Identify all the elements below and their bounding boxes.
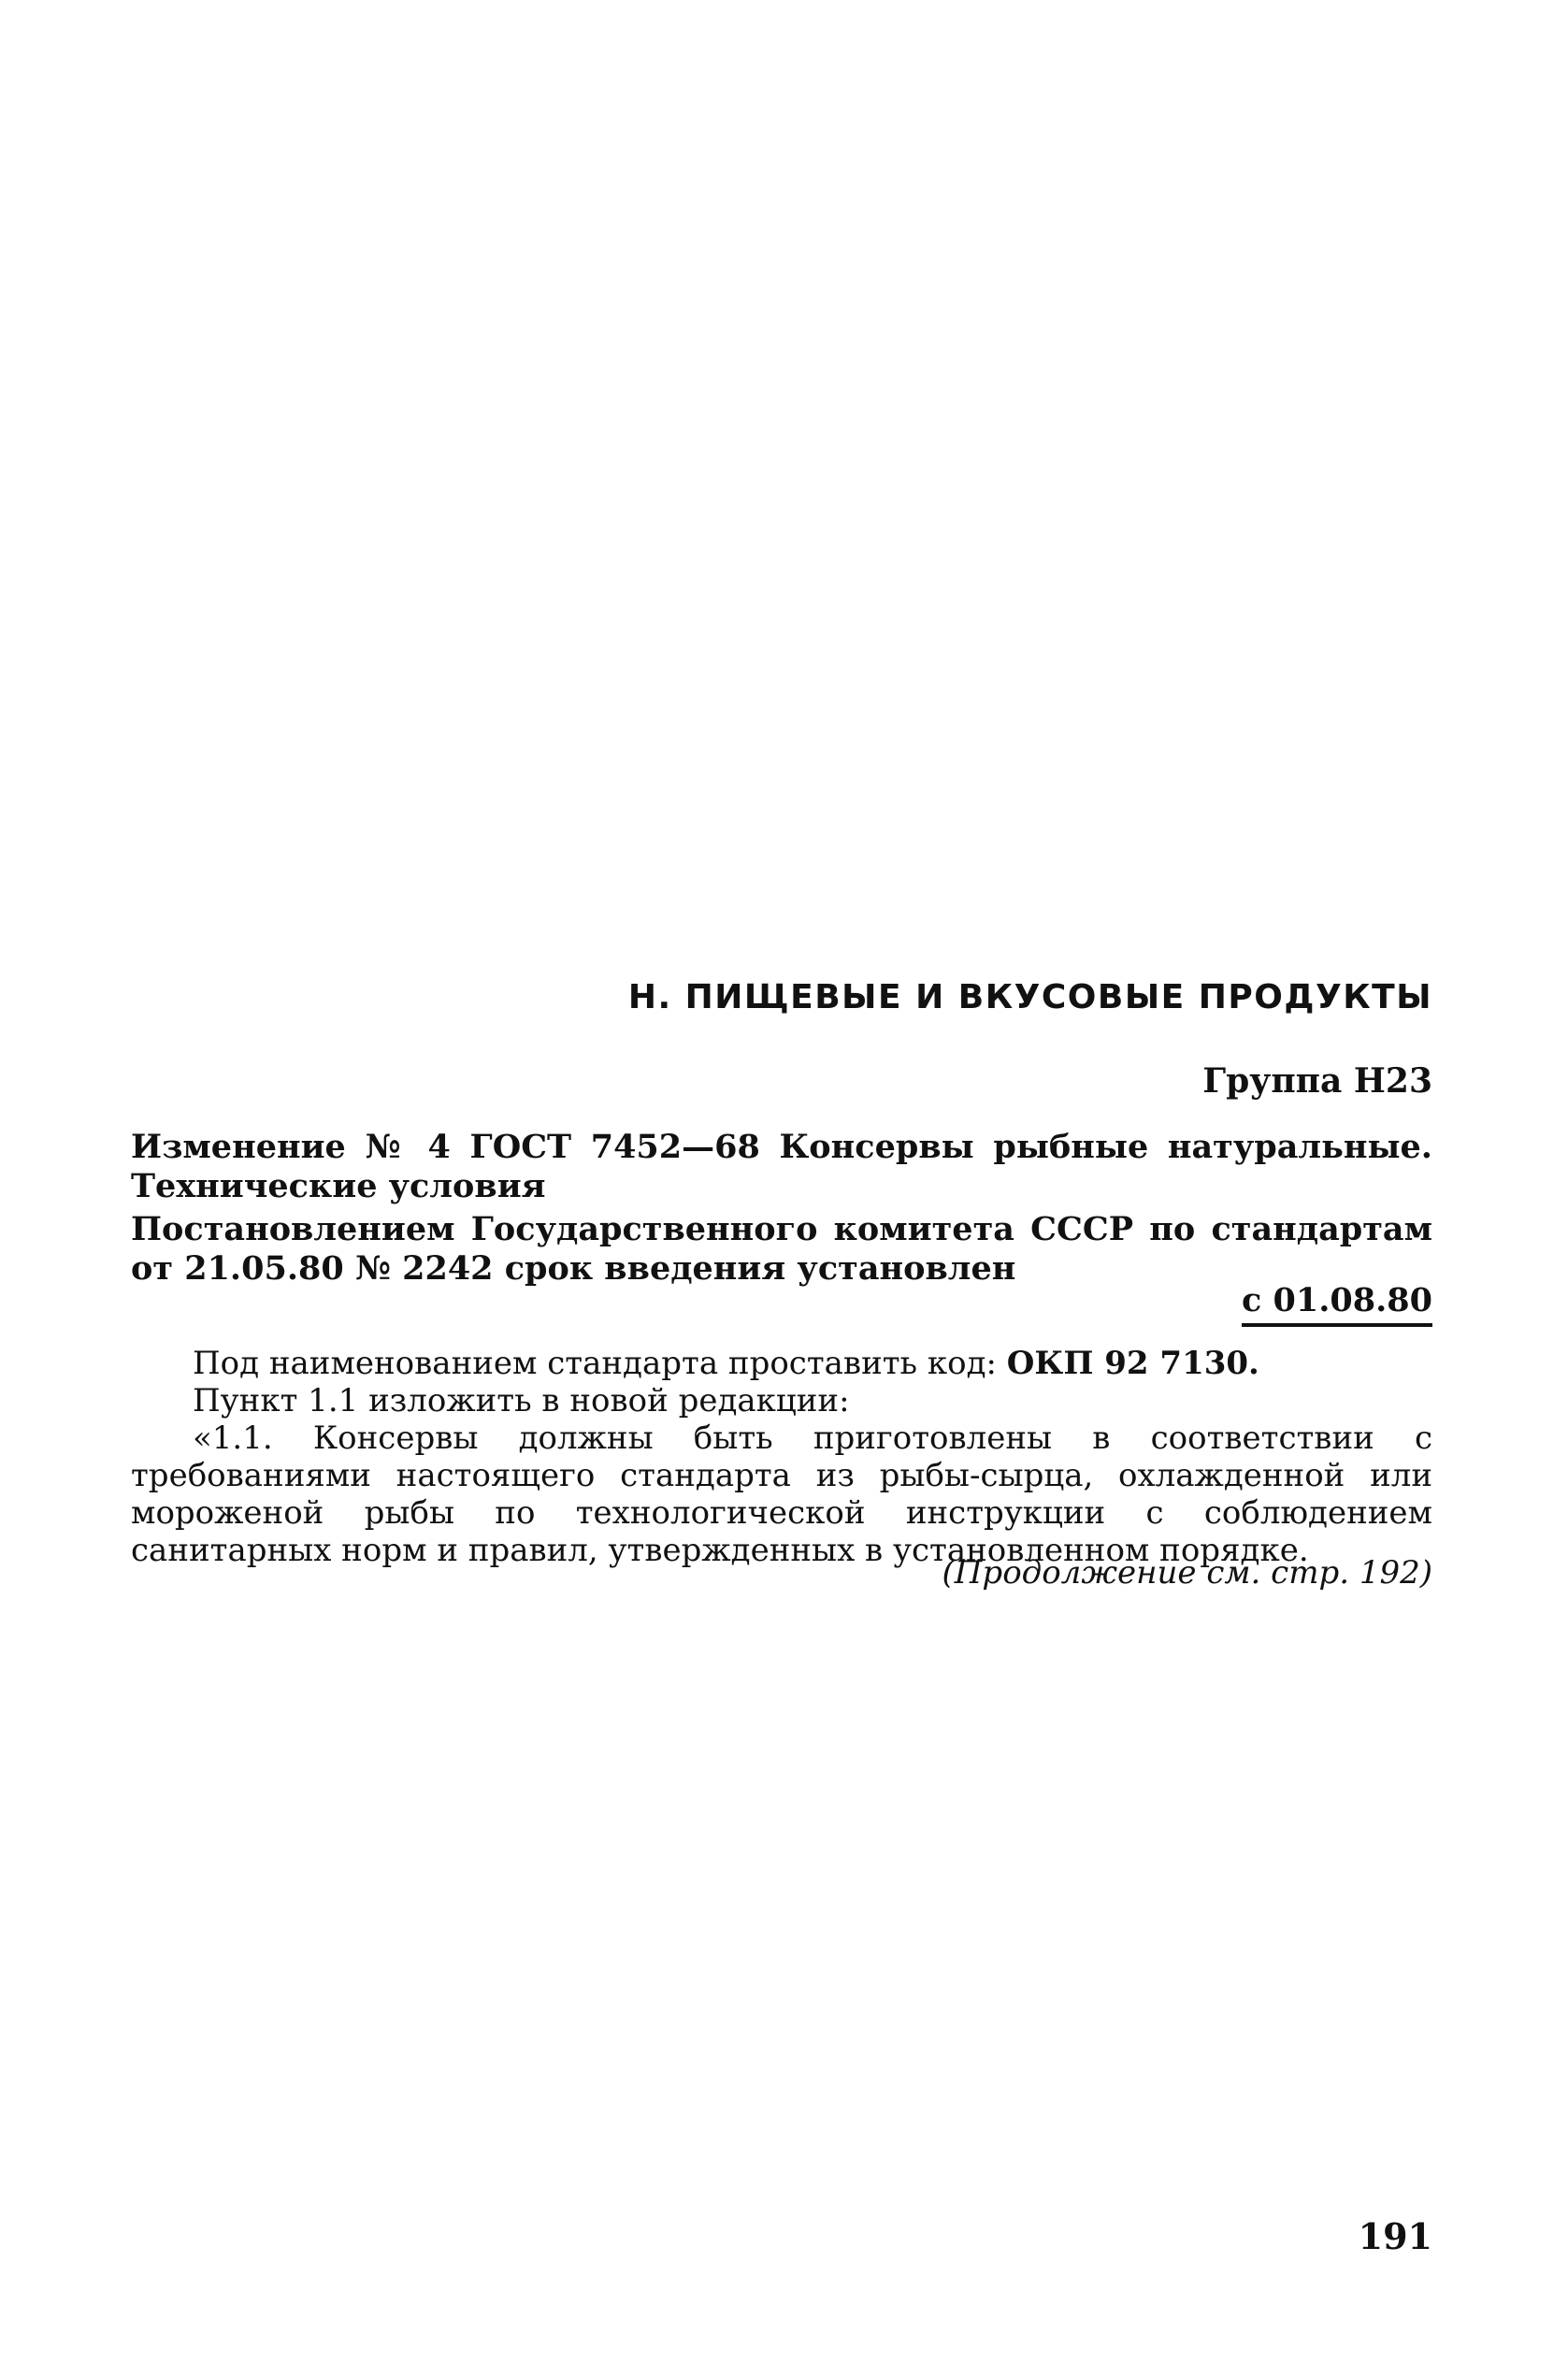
effective-date (131, 1281, 1432, 1319)
body-line-clause: Пункт 1.1 изложить в новой редакции: (193, 1382, 850, 1419)
continuation-note: (Продолжение см. стр. 192) (942, 1554, 1432, 1592)
body-line-code (131, 1345, 1432, 1382)
group-code: Группа Н23 (1202, 1061, 1432, 1101)
effective-date-value: с 01.08.80 (1242, 1281, 1432, 1327)
section-title: Н. ПИЩЕВЫЕ И ВКУСОВЫЕ ПРОДУКТЫ (627, 978, 1432, 1016)
body-text (131, 1345, 1432, 1569)
amendment-title: Изменение № 4 ГОСТ 7452—68 Консервы рыбные натуральные. Технические условия (131, 1128, 1432, 1205)
decree-text: Постановлением Государственного комитета СССР по стандартам от 21.05.80 № 2242 срок введения установлен (131, 1210, 1432, 1288)
code-prefix: Под наименованием стандарта проставить код: (193, 1345, 1007, 1382)
page-number: 191 (1358, 2215, 1432, 2257)
body-line-new-text: «1.1. Консервы должны быть приготовлены в соответствии с требованиями настоящего стандарта из рыбы-сырца, охлажденной или мороженой рыбы по технологической инструкции с соблюдением санитарных норм и правил, утвержденных в установленном порядке. (131, 1419, 1432, 1569)
okp-code: ОКП 92 7130. (1006, 1345, 1259, 1382)
